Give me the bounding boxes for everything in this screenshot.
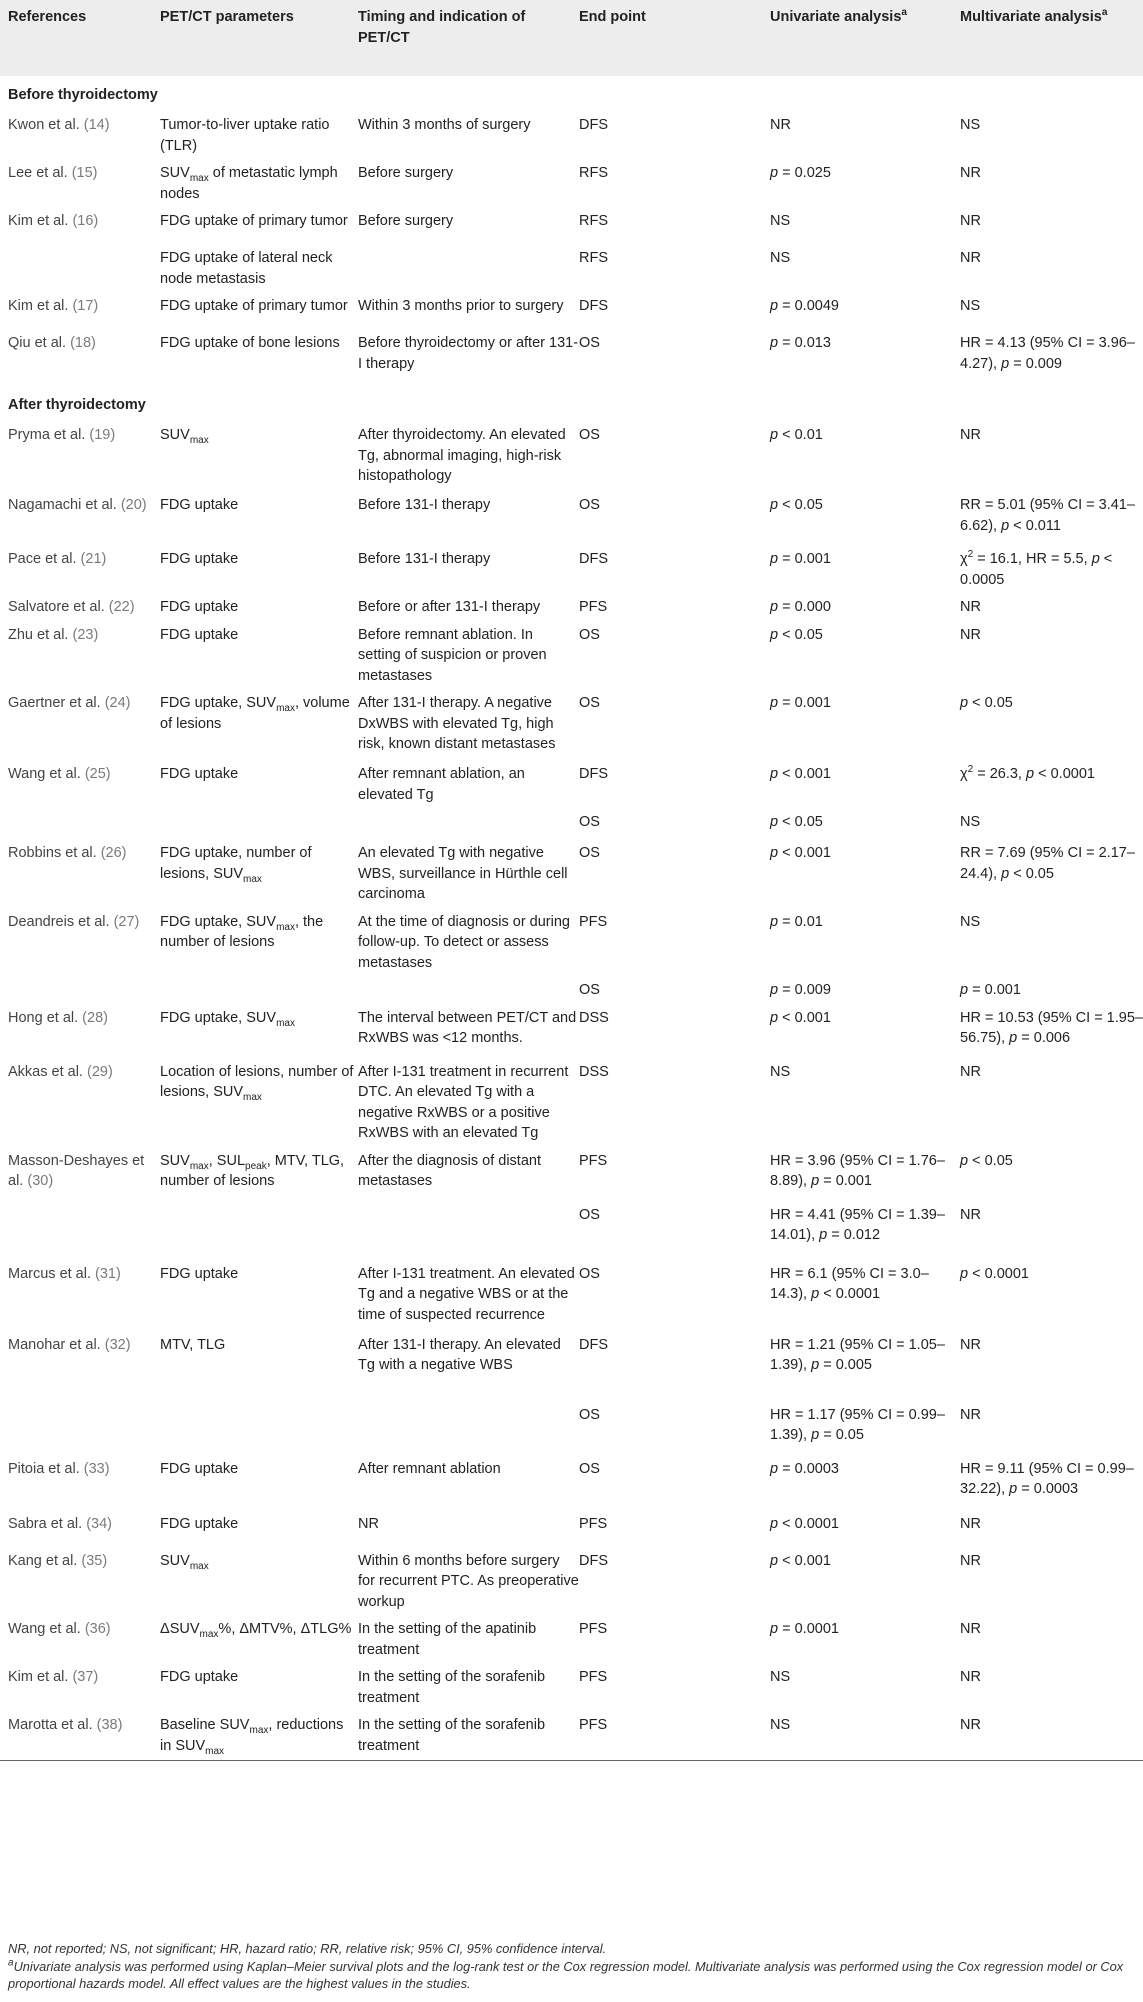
reference-number-link[interactable]: (18) [70,335,96,351]
cell-reference [0,1616,160,1664]
cell-multivariate: HR = 4.13 (95% CI = 3.96–4.27), p = 0.009 [960,335,1135,372]
cell-univariate: p < 0.001 [770,845,831,861]
reference-author: Pitoia et al. [8,1460,80,1477]
reference-number-link[interactable]: (38) [96,1717,123,1733]
cell-univariate: HR = 3.96 (95% CI = 1.76–8.89), p = 0.001 [770,1152,945,1189]
cell-univariate: NR [770,117,791,133]
reference-number-link[interactable]: (14) [83,117,110,133]
cell-timing: Before remnant ablation. In setting of suspicion or proven metastases [358,626,547,684]
table-row [0,1616,1143,1664]
reference-number-link[interactable]: (36) [84,1621,111,1637]
table-row [0,112,1143,160]
cell-univariate: p = 0.009 [770,982,831,998]
reference-author: Hong et al. [8,1009,79,1026]
table-row [0,622,1143,691]
cell-parameters: Location of lesions, number of lesions, $SUV_{max}$ [160,1063,354,1103]
table-row [0,208,1143,245]
cell-multivariate: NR [960,626,981,643]
reference-number-link[interactable]: (34) [86,1515,112,1532]
table-footnotes [8,1940,1138,1993]
cell-parameters: FDG uptake, number of lesions, $SUV_{max}$ [160,845,312,885]
header-references: References [8,9,87,25]
cell-multivariate: NR [960,1406,981,1423]
cell-parameters: FDG uptake [160,1515,239,1532]
cell-parameters: FDG uptake [160,1265,239,1282]
cell-endpoint: PFS [579,1515,608,1532]
cell-univariate: NS [770,1669,791,1685]
cell-univariate: p < 0.05 [770,814,823,830]
cell-univariate: p < 0.001 [770,1009,831,1026]
cell-reference [0,594,160,622]
table-row [0,330,1143,386]
cell-timing [358,977,579,1005]
cell-univariate: HR = 1.17 (95% CI = 0.99–1.39), p = 0.05 [770,1406,945,1443]
table-row [0,245,1143,293]
cell-endpoint: DFS [579,766,608,782]
section-row [0,76,1143,112]
footnote-a: $^a$Univariate analysis was performed using Kaplan–Meier survival plots and the log-rank test or the Cox regression model. Multivariate analysis was performed using the Cox regression model or Cox proportional hazards model. All effect values are the highest values in the studies. [8,1957,1124,1991]
cell-reference [0,809,160,840]
cell-univariate: p < 0.0001 [770,1515,839,1532]
cell-endpoint: DSS [579,1063,609,1080]
cell-parameters: Tumor-to-liver uptake ratio (TLR) [160,117,330,154]
cell-endpoint: OS [579,497,600,513]
cell-multivariate: NR [960,165,981,181]
reference-author: Pryma et al. [8,427,86,443]
cell-timing: After 131-I therapy. A negative DxWBS with elevated Tg, high risk, known distant metastases [358,695,556,752]
cell-reference [0,840,160,909]
cell-parameters: $SUV_{max}$ of metastatic lymph nodes [160,165,338,202]
cell-endpoint: PFS [579,599,608,615]
cell-parameters: FDG uptake of lateral neck node metastasis [160,250,333,287]
reference-number-link[interactable]: (17) [72,298,99,314]
cell-parameters: $\Delta SUV_{max}\%$, ΔMTV%, ΔTLG% [160,1621,352,1640]
cell-univariate: p = 0.0049 [770,298,839,314]
cell-parameters: $SUV_{max}$, $SUL_{peak}$, MTV, TLG, number of lesions [160,1152,345,1189]
cell-timing: After I-131 treatment. An elevated Tg and a negative WBS or at the time of suspected recurrence [358,1265,575,1323]
cell-timing: After I-131 treatment in recurrent DTC. An elevated Tg with a negative RxWBS or a positive RxWBS with an elevated Tg [358,1063,569,1141]
table-row [0,761,1143,809]
cell-endpoint: OS [579,1460,600,1477]
cell-multivariate: NR [960,1712,1143,1761]
cell-multivariate: RR = 7.69 (95% CI = 2.17–24.4), p < 0.05 [960,845,1135,882]
reference-number-link[interactable]: (26) [100,845,127,861]
cell-univariate: p = 0.01 [770,913,823,930]
cell-timing: Before thyroidectomy or after 131-I therapy [358,335,579,372]
reference-number-link[interactable]: (27) [113,913,140,930]
cell-multivariate: NS [960,117,981,133]
reference-author: Marotta et al. [8,1717,93,1733]
cell-endpoint: OS [579,695,600,711]
cell-endpoint: OS [579,335,600,351]
cell-multivariate: NR [960,250,981,266]
cell-parameters: FDG uptake [160,551,239,567]
cell-parameters: Baseline $SUV_{max}$, reductions in $SUV_{max}$ [160,1712,358,1761]
cell-timing [358,809,579,840]
reference-number-link[interactable]: (21) [80,551,107,567]
section-row [0,386,1143,422]
reference-number-link[interactable]: (29) [86,1063,113,1080]
cell-univariate: p < 0.001 [770,766,831,782]
header-parameters: PET/CT parameters [160,9,294,25]
reference-author: Masson-Deshayes et al. [8,1152,145,1189]
cell-univariate: HR = 4.41 (95% CI = 1.39–14.01), p = 0.012 [770,1206,945,1243]
cell-timing: After thyroidectomy. An elevated Tg, abnormal imaging, high-risk histopathology [358,427,566,484]
table-row [0,1332,1143,1402]
cell-reference [0,1332,160,1402]
cell-multivariate: HR = 9.11 (95% CI = 0.99–32.22), p = 0.0003 [960,1460,1134,1497]
cell-timing: After the diagnosis of distant metastases [358,1152,541,1189]
cell-reference [0,1059,160,1148]
header-multivariate: Multivariate analysis$^a$ [960,7,1108,25]
reference-number-link[interactable]: (35) [81,1552,108,1569]
cell-parameters: FDG uptake of primary tumor [160,213,348,229]
cell-reference [0,977,160,1005]
cell-endpoint: PFS [579,1621,608,1637]
reference-author: Wang et al. [8,1621,81,1637]
cell-timing [358,1402,579,1456]
reference-number-link[interactable]: (24) [104,695,131,711]
cell-univariate: HR = 6.1 (95% CI = 3.0–14.3), p < 0.0001 [770,1265,929,1302]
cell-parameters: MTV, TLG [160,1336,226,1353]
cell-parameters [160,1202,358,1261]
table-row [0,809,1143,840]
cell-endpoint: DFS [579,551,608,567]
cell-reference [0,622,160,691]
cell-multivariate: p = 0.001 [960,982,1021,998]
reference-number-link[interactable]: (31) [95,1265,121,1282]
cell-multivariate: p < 0.05 [960,695,1013,711]
cell-endpoint: DFS [579,1552,608,1569]
cell-parameters [160,809,358,840]
table-row [0,1548,1143,1617]
cell-timing [358,1202,579,1261]
cell-timing: After remnant ablation [358,1460,501,1477]
cell-parameters: FDG uptake [160,1669,239,1685]
section-title: Before thyroidectomy [8,87,158,103]
header-endpoint: End point [579,9,646,25]
cell-timing: NR [358,1515,379,1532]
cell-reference [0,1402,160,1456]
header-timing: Timing and indication of PET/CT [358,9,526,46]
cell-univariate: p = 0.013 [770,335,831,351]
cell-multivariate: NS [960,814,981,830]
table-row [0,594,1143,622]
cell-endpoint: PFS [579,913,608,930]
cell-timing: At the time of diagnosis or during follow-up. To detect or assess metastases [358,913,570,971]
cell-timing: Before 131-I therapy [358,551,491,567]
reference-number-link[interactable]: (22) [108,599,135,615]
table-row [0,1005,1143,1059]
cell-reference [0,1148,160,1202]
cell-univariate: p < 0.001 [770,1552,831,1569]
cell-endpoint: OS [579,982,600,998]
reference-author: Deandreis et al. [8,913,110,930]
reference-number-link[interactable]: (19) [89,427,116,443]
cell-multivariate: $\chi^2 = 26.3$, p < 0.0001 [960,764,1095,782]
cell-multivariate: p < 0.0001 [960,1265,1029,1282]
cell-endpoint: OS [579,1206,600,1223]
cell-multivariate: p < 0.05 [960,1152,1013,1169]
cell-endpoint: RFS [579,250,608,266]
cell-parameters [160,1402,358,1456]
cell-multivariate: HR = 10.53 (95% CI = 1.95–56.75), p = 0.006 [960,1009,1143,1046]
cell-multivariate: $\chi^2 = 16.1$, HR = 5.5, p < 0.0005 [960,549,1113,588]
cell-univariate: NS [770,1712,960,1761]
cell-multivariate: RR = 5.01 (95% CI = 3.41–6.62), p < 0.011 [960,497,1135,534]
cell-reference [0,422,160,492]
cell-timing: After remnant ablation, an elevated Tg [358,766,525,803]
cell-timing: Before 131-I therapy [358,497,491,513]
reference-number-link[interactable]: (20) [120,497,147,513]
cell-endpoint: PFS [579,1712,770,1761]
cell-endpoint: RFS [579,213,608,229]
cell-reference [0,1664,160,1712]
table-row [0,1456,1143,1511]
cell-reference [0,1202,160,1261]
cell-endpoint: PFS [579,1669,608,1685]
reference-author: Nagamachi et al. [8,497,117,513]
cell-parameters: FDG uptake [160,1460,239,1477]
cell-endpoint: DFS [579,298,608,314]
cell-timing: An elevated Tg with negative WBS, surveillance in Hürthle cell carcinoma [358,845,568,902]
cell-reference [0,546,160,594]
footnote-abbreviations: NR, not reported; NS, not significant; HR, hazard ratio; RR, relative risk; 95% CI, 95% confidence interval. [8,1941,607,1956]
cell-endpoint: OS [579,814,600,830]
reference-author: Akkas et al. [8,1063,83,1080]
reference-author: Salvatore et al. [8,599,105,615]
cell-multivariate: NR [960,213,981,229]
cell-parameters: FDG uptake, $SUV_{max}$ [160,1009,295,1029]
cell-endpoint: OS [579,626,600,643]
cell-univariate: p < 0.05 [770,626,823,643]
reference-author: Gaertner et al. [8,695,101,711]
table-row [0,160,1143,208]
reference-number-link[interactable]: (37) [72,1669,99,1685]
reference-author: Zhu et al. [8,626,69,643]
cell-univariate: p = 0.0003 [770,1460,839,1477]
reference-number-link[interactable]: (28) [82,1009,108,1026]
cell-univariate: NS [770,1063,791,1080]
cell-reference [0,245,160,293]
table-row [0,1511,1143,1548]
cell-univariate: p = 0.001 [770,695,831,711]
reference-number-link[interactable]: (23) [72,626,99,643]
cell-timing: Within 6 months before surgery for recurrent PTC. As preoperative workup [358,1552,579,1610]
cell-timing: The interval between PET/CT and RxWBS was <12 months. [358,1009,577,1046]
header-univariate: Univariate analysis$^a$ [770,7,907,25]
cell-univariate: p = 0.000 [770,599,831,615]
table-row [0,977,1143,1005]
cell-univariate: NS [770,213,791,229]
cell-endpoint: DFS [579,1336,608,1353]
cell-timing: Within 3 months of surgery [358,117,531,133]
cell-reference [0,293,160,330]
cell-multivariate: NR [960,1621,981,1637]
cell-multivariate: NR [960,1063,981,1080]
cell-reference [0,112,160,160]
cell-endpoint: OS [579,1265,600,1282]
reference-author: Kim et al. [8,1669,69,1685]
table-row [0,1712,1143,1761]
cell-multivariate: NS [960,913,981,930]
reference-author: Kim et al. [8,213,69,229]
cell-timing: Before surgery [358,213,454,229]
cell-reference [0,492,160,546]
table-row [0,690,1143,761]
cell-parameters: $SUV_{max}$ [160,1552,209,1572]
table-row [0,909,1143,978]
table-row [0,293,1143,330]
cell-multivariate: NR [960,1552,981,1569]
cell-univariate: p = 0.025 [770,165,831,181]
table-row [0,1261,1143,1332]
table-row [0,1059,1143,1148]
reference-author: Kang et al. [8,1552,78,1569]
reference-number-link[interactable]: (30) [27,1173,54,1189]
table-header-row [0,0,1143,76]
table-row [0,1664,1143,1712]
cell-parameters [160,977,358,1005]
cell-parameters: FDG uptake [160,766,239,782]
cell-reference [0,1712,160,1761]
cell-endpoint: DSS [579,1009,609,1026]
cell-univariate: p = 0.0001 [770,1621,839,1637]
reference-number-link[interactable]: (32) [104,1336,131,1353]
cell-reference [0,1511,160,1548]
cell-timing: Before surgery [358,165,454,181]
reference-number-link[interactable]: (16) [72,213,99,229]
table-row [0,422,1143,492]
cell-reference [0,1005,160,1059]
reference-author: Qiu et al. [8,335,67,351]
reference-number-link[interactable]: (33) [83,1460,110,1477]
cell-endpoint: PFS [579,1152,608,1169]
reference-number-link[interactable]: (25) [84,766,111,782]
section-title: After thyroidectomy [8,397,146,413]
reference-author: Manohar et al. [8,1336,101,1353]
cell-univariate: p = 0.001 [770,551,831,567]
cell-multivariate: NS [960,298,981,314]
cell-parameters: FDG uptake [160,497,239,513]
table-row [0,1148,1143,1202]
cell-timing: After 131-I therapy. An elevated Tg with a negative WBS [358,1336,561,1373]
cell-reference [0,1456,160,1511]
cell-reference [0,909,160,978]
table-row [0,840,1143,909]
cell-multivariate: NR [960,1336,981,1353]
cell-multivariate: NR [960,1515,981,1532]
cell-endpoint: OS [579,427,600,443]
cell-parameters: FDG uptake, $SUV_{max}$, the number of lesions [160,913,324,950]
table-row [0,1402,1143,1456]
table-row [0,492,1143,546]
cell-univariate: NS [770,250,791,266]
cell-multivariate: NR [960,599,981,615]
cell-timing: In the setting of the sorafenib treatment [358,1712,579,1761]
reference-author: Lee et al. [8,165,68,181]
cell-timing [358,245,579,293]
cell-timing: Before or after 131-I therapy [358,599,541,615]
table-body [0,76,1143,1761]
cell-univariate: HR = 1.21 (95% CI = 1.05–1.39), p = 0.005 [770,1336,945,1373]
cell-univariate: p < 0.01 [770,427,823,443]
cell-reference [0,330,160,386]
cell-timing: Within 3 months prior to surgery [358,298,564,314]
cell-parameters: FDG uptake [160,626,239,643]
cell-endpoint: DFS [579,117,608,133]
cell-reference [0,208,160,245]
cell-reference [0,761,160,809]
cell-parameters: FDG uptake of bone lesions [160,335,340,351]
table-row [0,1202,1143,1261]
cell-reference [0,160,160,208]
cell-timing: In the setting of the sorafenib treatment [358,1669,546,1706]
cell-multivariate: NR [960,427,981,443]
cell-endpoint: OS [579,1406,600,1423]
table-row [0,546,1143,594]
cell-parameters: $SUV_{max}$ [160,427,209,446]
reference-number-link[interactable]: (15) [71,165,98,181]
cell-parameters: FDG uptake of primary tumor [160,298,348,314]
cell-univariate: p < 0.05 [770,497,823,513]
cell-multivariate: NR [960,1669,981,1685]
reference-author: Pace et al. [8,551,77,567]
reference-author: Marcus et al. [8,1265,91,1282]
reference-author: Wang et al. [8,766,81,782]
cell-multivariate: NR [960,1206,981,1223]
reference-author: Sabra et al. [8,1515,83,1532]
reference-author: Kim et al. [8,298,69,314]
reference-author: Kwon et al. [8,117,80,133]
cell-parameters: FDG uptake [160,599,239,615]
cell-reference [0,1261,160,1332]
cell-reference [0,690,160,761]
cell-timing: In the setting of the apatinib treatment [358,1621,537,1658]
reference-author: Robbins et al. [8,845,97,861]
cell-reference [0,1548,160,1617]
cell-parameters: FDG uptake, $SUV_{max}$, volume of lesions [160,695,350,732]
cell-endpoint: RFS [579,165,608,181]
cell-endpoint: OS [579,845,600,861]
